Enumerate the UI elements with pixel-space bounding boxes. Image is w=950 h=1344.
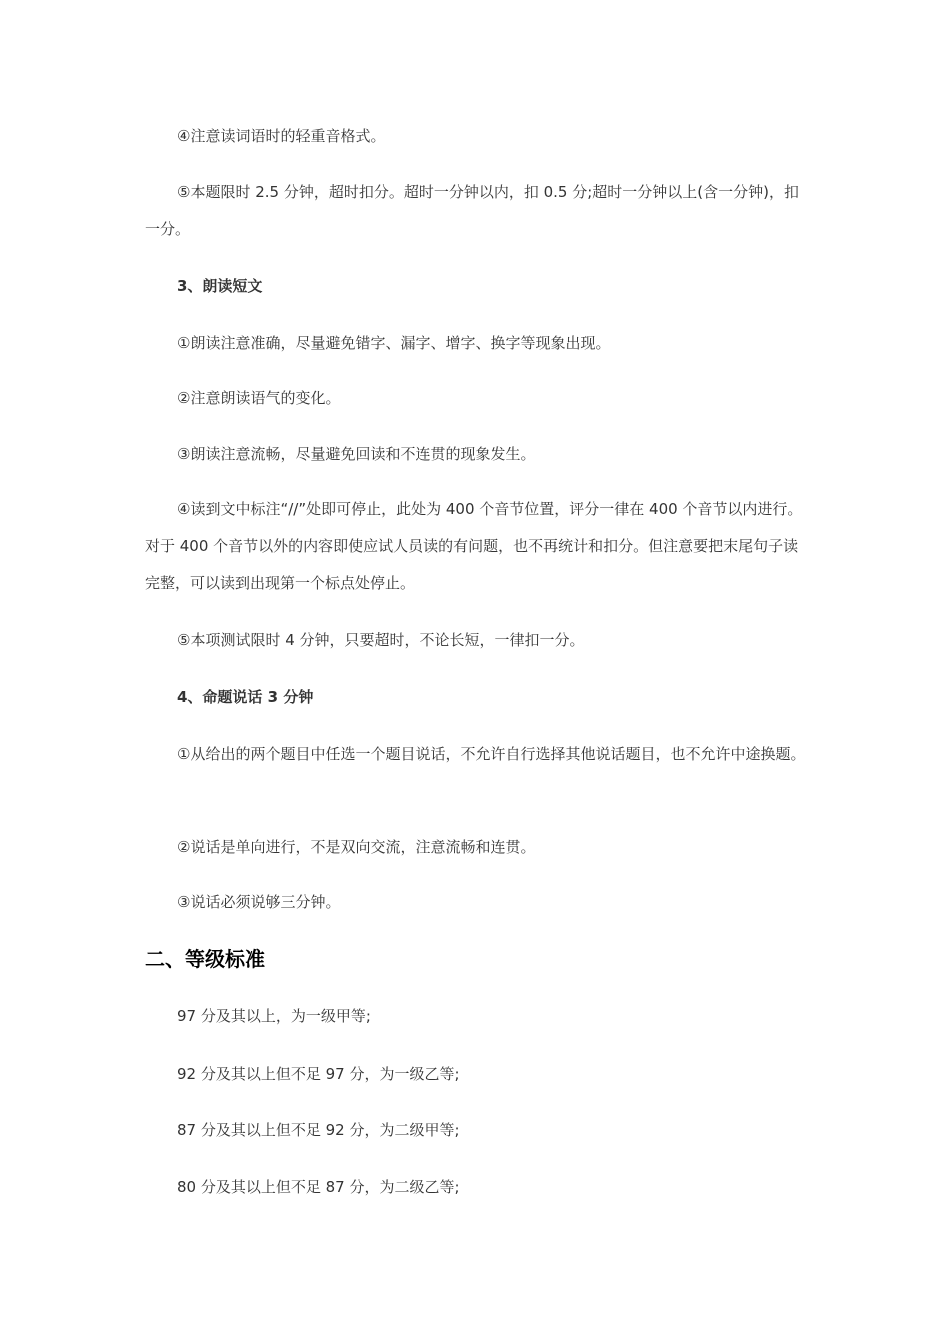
- heading-reading-passage: 3、朗读短文: [177, 277, 263, 295]
- paragraph-passage-item2: ②注意朗读语气的变化。: [177, 389, 341, 407]
- paragraph-words-item5: ⑤本题限时 2.5 分钟，超时扣分。超时一分钟以内，扣 0.5 分;超时一分钟以上(含一分钟)，扣一分。: [145, 183, 799, 238]
- grade-item: 87 分及其以上但不足 92 分，为二级甲等;: [177, 1121, 460, 1139]
- grade-item: 92 分及其以上但不足 97 分，为一级乙等;: [177, 1065, 460, 1083]
- paragraph-passage-item4: ④读到文中标注“//”处即可停止，此处为 400 个音节位置，评分一律在 400 个音节以内进行。对于 400 个音节以外的内容即使应试人员读的有问题，也不再统计和扣分。但注意要把末尾句子读完整，可以读到出现第一个标点处停止。: [145, 500, 803, 592]
- paragraph-speaking-item1: ①从给出的两个题目中任选一个题目说话，不允许自行选择其他说话题目，也不允许中途换题。: [177, 745, 806, 763]
- paragraph-words-item4: ④注意读词语时的轻重音格式。: [177, 127, 386, 145]
- paragraph-passage-item5: ⑤本项测试限时 4 分钟，只要超时，不论长短，一律扣一分。: [177, 631, 585, 649]
- grade-item: 80 分及其以上但不足 87 分，为二级乙等;: [177, 1178, 460, 1196]
- paragraph-speaking-item2: ②说话是单向进行，不是双向交流，注意流畅和连贯。: [177, 838, 536, 856]
- paragraph-passage-item3: ③朗读注意流畅，尽量避免回读和不连贯的现象发生。: [177, 445, 536, 463]
- paragraph-passage-item1: ①朗读注意准确，尽量避免错字、漏字、增字、换字等现象出现。: [177, 334, 611, 352]
- grade-item: 97 分及其以上，为一级甲等;: [177, 1007, 371, 1025]
- heading-grade-standards: 二、等级标准: [145, 947, 265, 971]
- paragraph-speaking-item3: ③说话必须说够三分钟。: [177, 893, 341, 911]
- heading-speaking: 4、命题说话 3 分钟: [177, 688, 314, 706]
